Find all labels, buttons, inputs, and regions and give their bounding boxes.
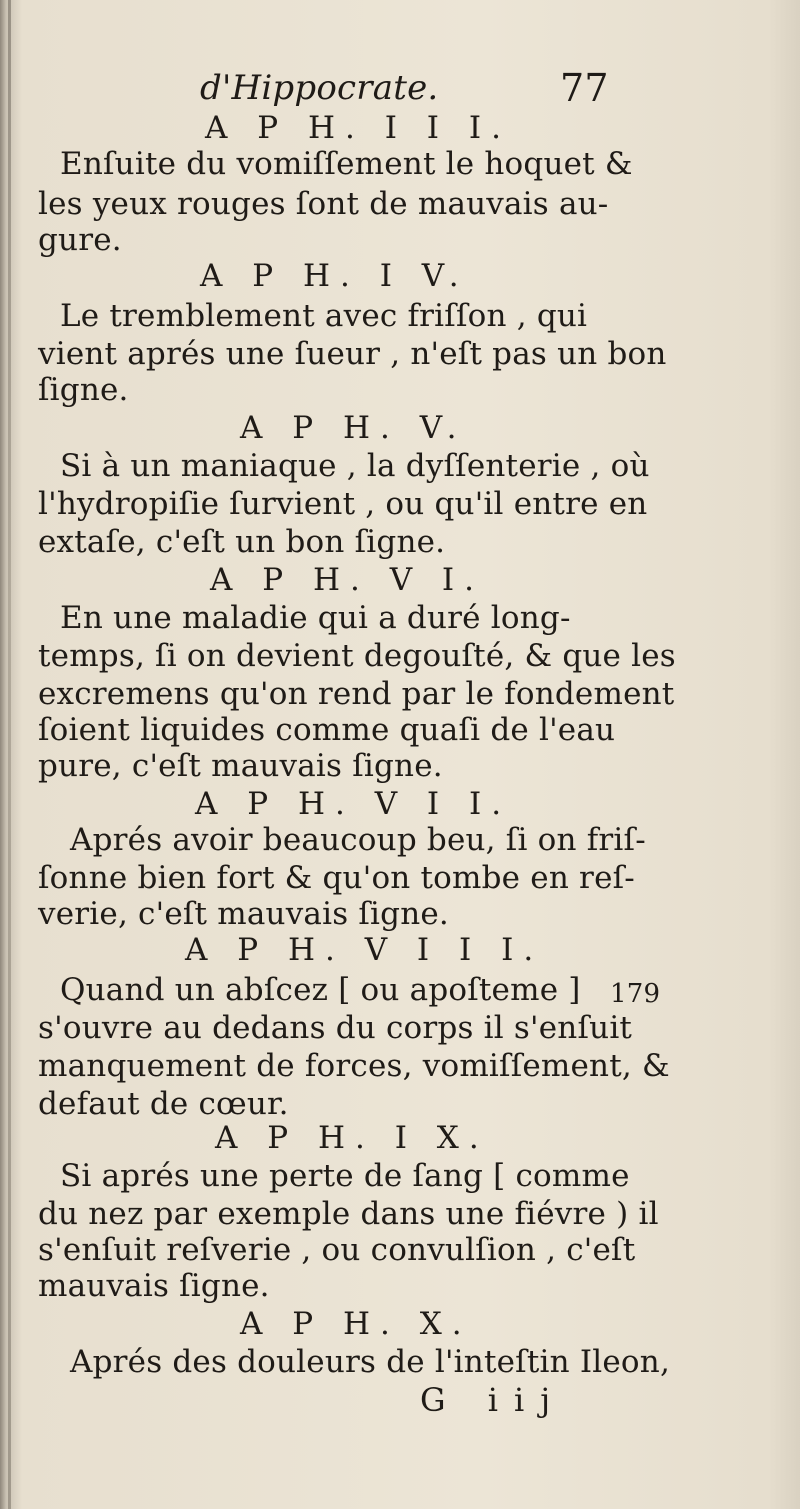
text-line: Quand un abſcez [ ou apoſteme ] — [60, 972, 581, 1008]
text-line: ſonne bien fort & qu'on tombe en reſ- — [38, 860, 635, 896]
aphorism-heading: A P H. X. — [240, 1306, 472, 1342]
page-number: 77 — [560, 66, 609, 110]
aphorism-heading: A P H. V I. — [210, 562, 485, 598]
aphorism-heading: A P H. I V. — [200, 258, 469, 294]
text-line: vient aprés une ſueur , n'eſt pas un bon — [38, 336, 667, 372]
text-line: Aprés des douleurs de l'inteſtin Ileon, — [70, 1344, 671, 1380]
text-line: Si à un maniaque , la dyſſenterie , où — [60, 448, 650, 484]
text-line: manquement de forces, vomiſſement, & — [38, 1048, 670, 1084]
text-line: du nez par exemple dans une fiévre ) il — [38, 1196, 659, 1232]
text-line: gure. — [38, 222, 122, 258]
text-line: verie, c'eſt mauvais ſigne. — [38, 896, 449, 932]
aphorism-heading: A P H. I I I. — [205, 110, 511, 146]
signature-mark: G iij — [420, 1381, 567, 1419]
text-line: Si aprés une perte de ſang [ comme — [60, 1158, 630, 1194]
text-line: les yeux rouges ſont de mauvais au- — [38, 186, 609, 222]
text-line: s'ouvre au dedans du corps il s'enſuit — [38, 1010, 633, 1046]
text-line: excremens qu'on rend par le fondement — [38, 676, 675, 712]
text-line: ſoient liquides comme quaſi de l'eau — [38, 712, 616, 748]
text-line: Enſuite du vomiſſement le hoquet & — [60, 146, 633, 182]
text-line: s'enſuit reſverie , ou convulſion , c'eſt — [38, 1232, 636, 1268]
running-title: d'Hippocrate. — [200, 68, 439, 108]
text-line: Le tremblement avec friſſon , qui — [60, 298, 588, 334]
text-line: mauvais ſigne. — [38, 1268, 270, 1304]
text-line: l'hydropiſie ſurvient , ou qu'il entre en — [38, 486, 648, 522]
margin-note: 179 — [610, 979, 661, 1009]
text-line: En une maladie qui a duré long- — [60, 600, 571, 636]
text-line: defaut de cœur. — [38, 1086, 289, 1122]
page-gutter — [8, 0, 11, 1509]
aphorism-heading: A P H. V I I I. — [185, 932, 544, 968]
text-line: ſigne. — [38, 372, 129, 408]
text-line: temps, ſi on devient degouſté, & que les — [38, 638, 676, 674]
aphorism-heading: A P H. I X. — [215, 1120, 489, 1156]
text-line: extaſe, c'eſt un bon ſigne. — [38, 524, 446, 560]
text-line: Aprés avoir beaucoup beu, ſi on friſ- — [70, 822, 646, 858]
aphorism-heading: A P H. V I I. — [195, 786, 512, 822]
text-line: pure, c'eſt mauvais ſigne. — [38, 748, 443, 784]
aphorism-heading: A P H. V. — [240, 410, 467, 446]
